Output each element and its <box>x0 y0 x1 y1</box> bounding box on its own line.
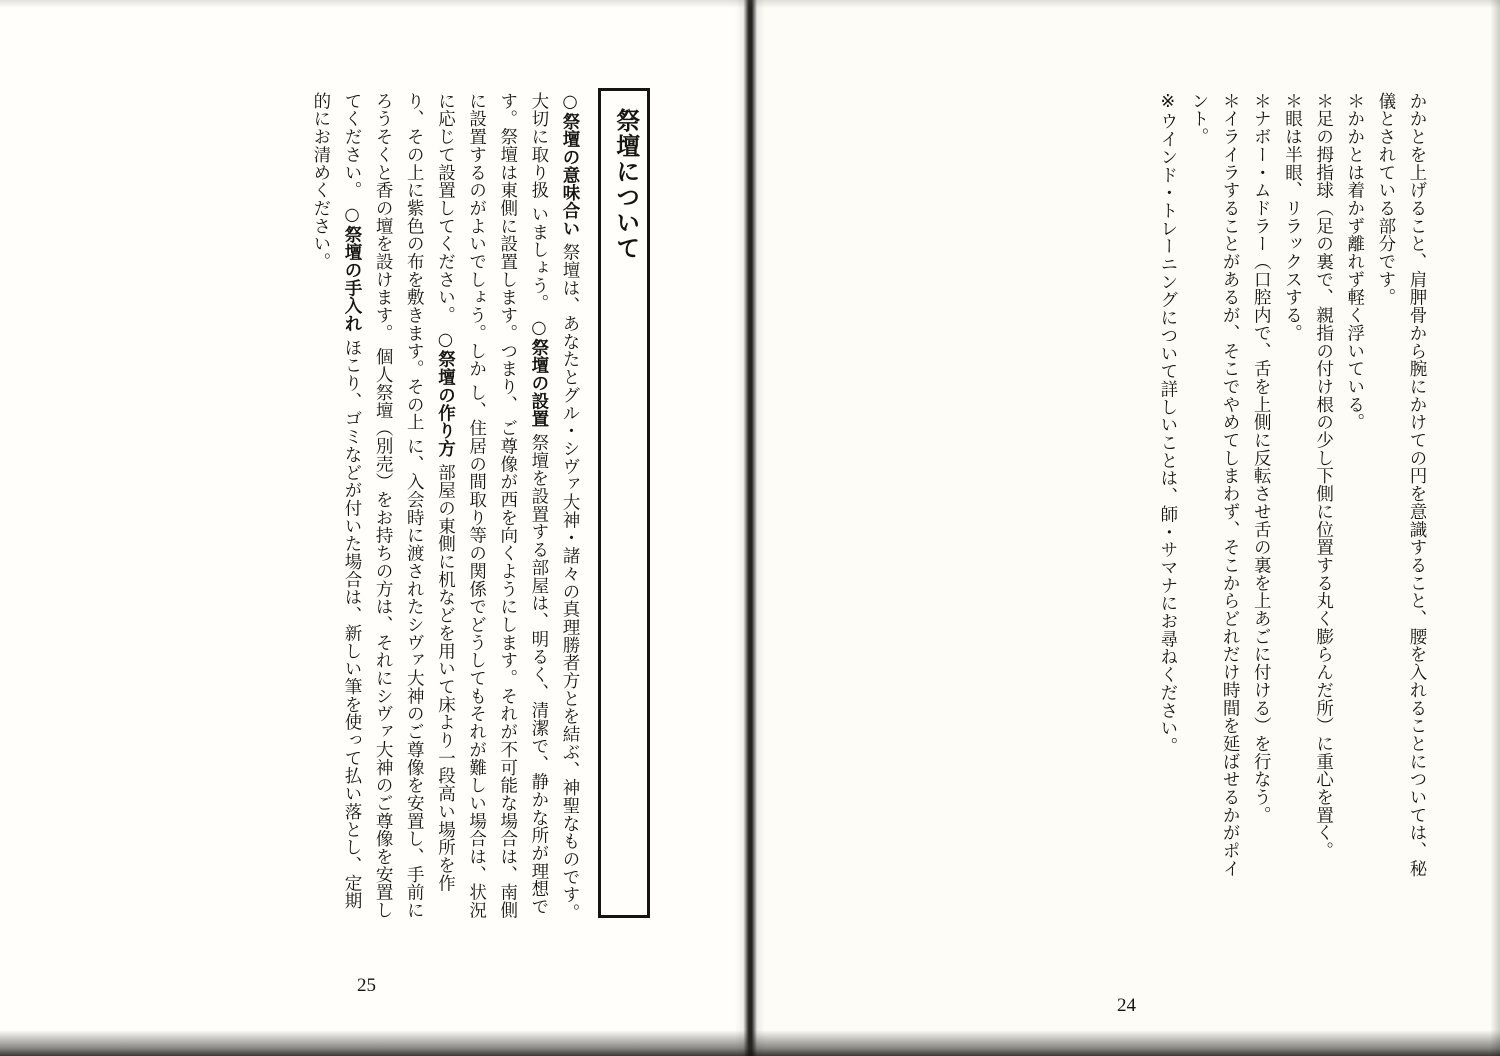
right-page-line: 儀とされている部分です。 <box>1375 92 1396 307</box>
right-page-line: ＊かかとは着かず離れず軽く浮いている。 <box>1344 92 1365 432</box>
section-bullet: ○ <box>435 329 456 351</box>
section-heading <box>529 318 549 428</box>
section-line: 祭壇は、あなたとグル・シヴァ大神・諸々の真理勝者方とを結ぶ、神聖なものです。大切に取り扱 <box>528 92 580 922</box>
right-page-line: ント。 <box>1189 92 1210 146</box>
right-page-line: ＊ナボー・ムドラー（口腔内で、舌を上側に反転させ舌の裏を上あごに付ける）を行なう。 <box>1251 92 1272 824</box>
right-page-line: ※ウインド・トレーニングについて詳しいことは、師・サマナにお尋ねください。 <box>1157 92 1178 755</box>
right-page-line: ＊眼は半眼、リラックスする。 <box>1282 92 1303 342</box>
section-bullet: ○ <box>560 92 580 113</box>
page-number-left: 25 <box>357 975 376 996</box>
section-heading <box>435 330 455 457</box>
section-line: に、入会時に渡されたシヴァ大神のご尊像を安置し、手前にろうそくと香の壇を設けます。 <box>373 92 425 920</box>
section-line: いましょう。 <box>528 205 549 313</box>
section-heading-label: 祭壇の意味合い <box>560 112 580 238</box>
right-page-line: かかとを上げること、肩胛骨から腕にかけての円を意識すること、腰を入れることについては、秘 <box>1407 92 1427 878</box>
section-bullet: ○ <box>528 318 549 339</box>
chapter-title: 祭壇について <box>611 108 640 261</box>
right-page-text <box>1152 92 1432 922</box>
right-page-line: ＊イライラすることがあるが、そこでやめてしまわず、そこからどれだけ時間を延ばせるかがポイ <box>1220 92 1241 878</box>
book-gutter-shadow <box>742 0 758 1056</box>
section-line: 個人祭壇（別売）をお持ちの方は、それにシヴァ大神のご尊像を安置してください。 <box>342 92 394 920</box>
section-line: ほこり、ゴミなどが付いた場合は、新しい筆を使って払い落とし、定期的にお清めください。 <box>310 92 363 910</box>
section-bullet: ○ <box>342 205 363 226</box>
section-heading <box>560 92 580 237</box>
section-heading-label: 祭壇の設置 <box>528 338 549 428</box>
section-line: 部屋の東側に机などを用いて床より一段高い場所を作り、その上に紫色の布を敷きます。その上 <box>404 92 456 892</box>
section-heading-label: 祭壇の手入れ <box>342 225 363 333</box>
section-heading <box>342 205 362 332</box>
left-page-text <box>115 92 585 922</box>
section-line: 祭壇を設置する部屋は、明るく、清潔で、静かな所が理想です。祭壇は東側に設置します。つまり、 <box>497 92 549 916</box>
scan-bottom-shadow <box>0 1030 1500 1056</box>
section-heading-label: 祭壇の作り方 <box>435 350 456 458</box>
page-number-right: 24 <box>1117 995 1136 1016</box>
right-page-line: ＊足の拇指球（足の裏で、親指の付け根の少し下側に位置する丸く膨らんだ所）に重心を置く。 <box>1313 92 1334 860</box>
section-line: ご尊像が西を向くようにします。それが不可能な場合は、南側に設置するのがよいでしょう。しか <box>466 92 518 920</box>
section-line: し、住居の間取り等の関係でどうしてもそれが難しい場合は、状況に応じて設置してください。 <box>435 92 487 920</box>
